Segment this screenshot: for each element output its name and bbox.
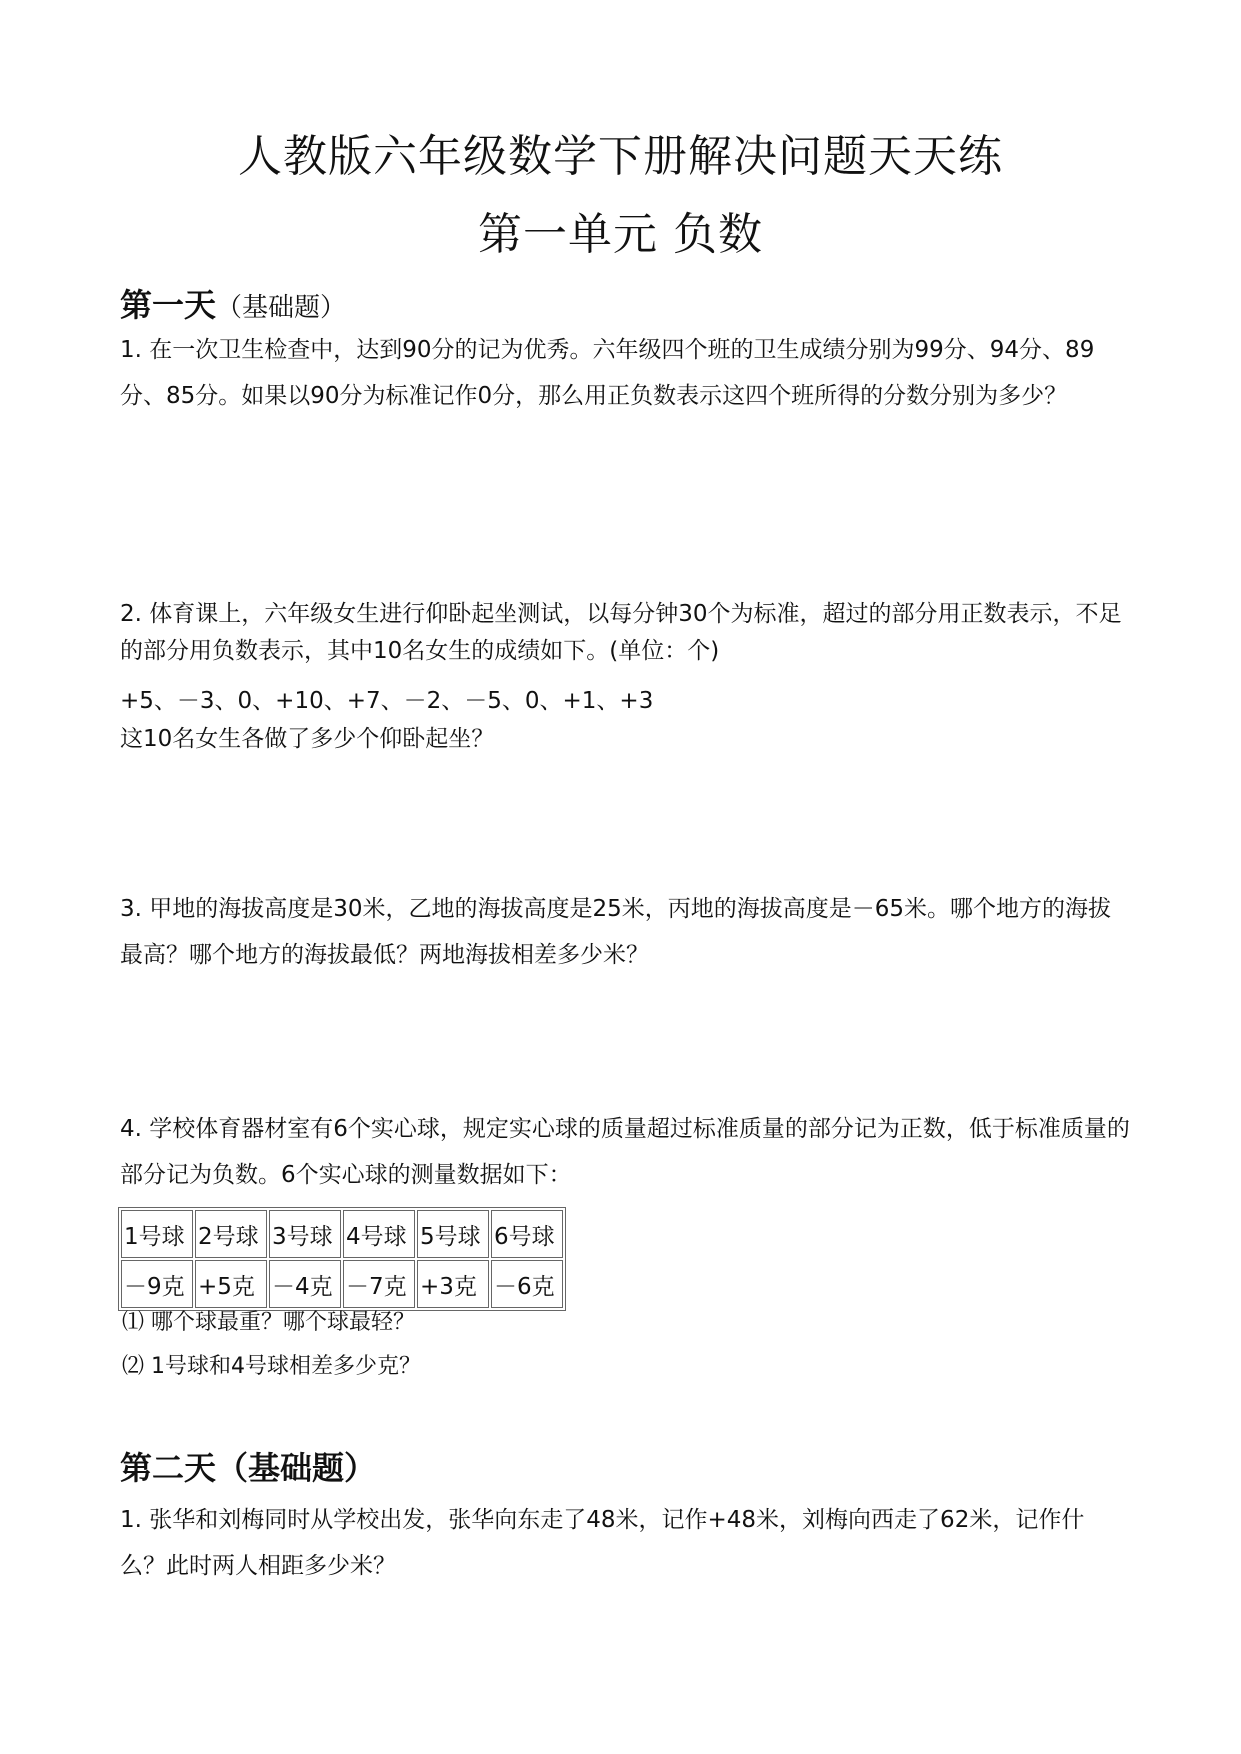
table-cell: －4克: [269, 1260, 341, 1308]
day1-question-4: 4. 学校体育器材室有6个实心球，规定实心球的质量超过标准质量的部分记为正数，低于标准质量的部分记为负数。6个实心球的测量数据如下：: [120, 1116, 1130, 1188]
day1-question-2-data: +5、－3、0、+10、+7、－2、－5、0、+1、+3: [120, 688, 654, 714]
table-cell: 6号球: [491, 1210, 563, 1258]
day1-heading-tag: （基础题）: [216, 293, 347, 323]
day1-heading: [120, 280, 346, 326]
day1-question-1: 1. 在一次卫生检查中，达到90分的记为优秀。六年级四个班的卫生成绩分别为99分、94分、89分、85分。如果以90分为标准记作0分，那么用正负数表示这四个班所得的分数分别为多少？: [120, 337, 1095, 409]
table-row: [121, 1260, 563, 1308]
day1-question-4-sub1: ⑴ 哪个球最重？哪个球最轻？: [122, 1310, 415, 1335]
day1-question-2: 2. 体育课上，六年级女生进行仰卧起坐测试，以每分钟30个为标准，超过的部分用正数表示，不足的部分用负数表示，其中10名女生的成绩如下。(单位：个): [120, 601, 1122, 664]
table-cell: 5号球: [417, 1210, 489, 1258]
day2-question-1: 1. 张华和刘梅同时从学校出发，张华向东走了48米，记作+48米，刘梅向西走了62米，记作什么？此时两人相距多少米？: [120, 1507, 1085, 1579]
day2-heading-tag: （基础题）: [216, 1449, 377, 1487]
day1-question-3: 3. 甲地的海拔高度是30米，乙地的海拔高度是25米，丙地的海拔高度是－65米。哪个地方的海拔最高？哪个地方的海拔最低？两地海拔相差多少米？: [120, 896, 1112, 968]
table-cell: －6克: [491, 1260, 563, 1308]
table-cell: －9克: [121, 1260, 193, 1308]
table-cell: +3克: [417, 1260, 489, 1308]
page-subtitle: 第一单元 负数: [478, 209, 763, 260]
table-cell: －7克: [343, 1260, 415, 1308]
day2-heading: [120, 1443, 376, 1489]
day2-heading-label: 第二天: [120, 1449, 217, 1487]
day1-heading-label: 第一天: [120, 286, 217, 324]
table-cell: 2号球: [195, 1210, 267, 1258]
ball-weight-table: [118, 1207, 566, 1311]
table-cell: +5克: [195, 1260, 267, 1308]
page-title: 人教版六年级数学下册解决问题天天练: [238, 131, 1003, 182]
table-cell: 4号球: [343, 1210, 415, 1258]
table-cell: 1号球: [121, 1210, 193, 1258]
day1-question-2-ask: 这10名女生各做了多少个仰卧起坐？: [120, 726, 495, 752]
day1-question-4-sub2: ⑵ 1号球和4号球相差多少克？: [122, 1354, 421, 1379]
table-header-row: [121, 1210, 563, 1258]
table-cell: 3号球: [269, 1210, 341, 1258]
